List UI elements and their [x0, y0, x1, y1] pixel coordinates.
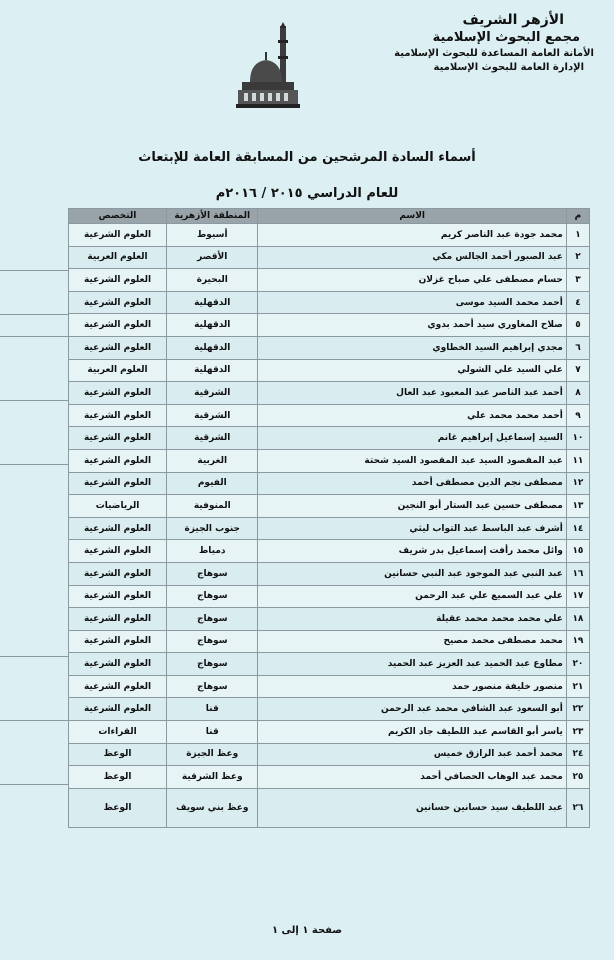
candidate-name: عبد المقصود السيد عبد المقصود السيد شحتة — [258, 449, 566, 472]
table-row — [69, 608, 590, 631]
azhar-region: سوهاج — [167, 630, 258, 653]
azhar-region: أسيوط — [167, 224, 258, 247]
table-row — [69, 224, 590, 247]
table-row — [69, 472, 590, 495]
candidate-name: أشرف عبد الباسط عبد التواب ليثي — [258, 517, 566, 540]
candidate-name: أحمد محمد محمد علي — [258, 404, 566, 427]
azhar-region: جنوب الجيزة — [167, 517, 258, 540]
azhar-region: الغربية — [167, 449, 258, 472]
table-row — [69, 404, 590, 427]
specialization: العلوم الشرعية — [69, 698, 167, 721]
specialization: العلوم الشرعية — [69, 382, 167, 405]
table-row — [69, 269, 590, 292]
specialization: العلوم الشرعية — [69, 540, 167, 563]
azhar-region: سوهاج — [167, 608, 258, 631]
azhar-region: الأقصر — [167, 246, 258, 269]
table-row — [69, 359, 590, 382]
specialization: العلوم الشرعية — [69, 449, 167, 472]
azhar-region: الشرقية — [167, 382, 258, 405]
row-number: ١٠ — [566, 427, 589, 450]
academic-year-title: للعام الدراسي ٢٠١٥ / ٢٠١٦م — [215, 186, 399, 201]
row-number: ٢٥ — [566, 766, 589, 789]
row-number: ٢١ — [566, 675, 589, 698]
header-line-academy: مجمع البحوث الإسلامية — [432, 30, 580, 45]
candidate-name: السيد إسماعيل إبراهيم غانم — [258, 427, 566, 450]
page-number: صفحة ١ إلى ١ — [271, 925, 343, 936]
azhar-region: الدقهلية — [167, 336, 258, 359]
azhar-region: وعظ بني سويف — [167, 788, 258, 827]
row-number: ٨ — [566, 382, 589, 405]
specialization: العلوم الشرعية — [69, 291, 167, 314]
row-number: ٢ — [566, 246, 589, 269]
header-line-secretariat: الأمانة العامة المساعدة للبحوث الإسلامية — [394, 48, 594, 59]
candidate-name: أحمد عبد الناصر عبد المعبود عبد العال — [258, 382, 566, 405]
row-number: ١٧ — [566, 585, 589, 608]
table-row — [69, 675, 590, 698]
candidate-name: مجدي إبراهيم السيد الخطاوي — [258, 336, 566, 359]
table-header-row — [69, 209, 590, 224]
azhar-region: المنوفية — [167, 495, 258, 518]
specialization: العلوم الشرعية — [69, 675, 167, 698]
specialization: العلوم الشرعية — [69, 336, 167, 359]
header-region: المنطقة الأزهرية — [167, 209, 258, 224]
header-specialization: التخصص — [69, 209, 167, 224]
row-number: ١٣ — [566, 495, 589, 518]
table-row — [69, 698, 590, 721]
azhar-region: الفيوم — [167, 472, 258, 495]
candidate-name: محمد مصطفى محمد مصيح — [258, 630, 566, 653]
specialization: العلوم الشرعية — [69, 224, 167, 247]
specialization: العلوم الشرعية — [69, 472, 167, 495]
row-number: ١٩ — [566, 630, 589, 653]
specialization: العلوم العربية — [69, 359, 167, 382]
candidate-name: محمد جودة عبد الناصر كريم — [258, 224, 566, 247]
table-row — [69, 517, 590, 540]
row-number: ٢٠ — [566, 653, 589, 676]
candidate-name: محمد أحمد عبد الرازق خميس — [258, 743, 566, 766]
row-number: ٢٢ — [566, 698, 589, 721]
specialization: العلوم الشرعية — [69, 404, 167, 427]
header-name: الاسم — [258, 209, 566, 224]
candidate-name: علي السيد علي الشولي — [258, 359, 566, 382]
candidate-name: مطاوع عبد الحميد عبد العزيز عبد الحميد — [258, 653, 566, 676]
specialization: العلوم الشرعية — [69, 427, 167, 450]
header-number: م — [566, 209, 589, 224]
azhar-region: سوهاج — [167, 585, 258, 608]
candidates-table — [68, 208, 590, 828]
table-row — [69, 540, 590, 563]
candidate-name: منصور خليفة منصور حمد — [258, 675, 566, 698]
table-row — [69, 766, 590, 789]
azhar-region: سوهاج — [167, 562, 258, 585]
azhar-region: سوهاج — [167, 653, 258, 676]
candidate-name: صلاح المغاوري سيد أحمد بدوي — [258, 314, 566, 337]
specialization: العلوم الشرعية — [69, 630, 167, 653]
candidate-name: وائل محمد رأفت إسماعيل بدر شريف — [258, 540, 566, 563]
azhar-region: الشرقية — [167, 427, 258, 450]
institution-header — [364, 12, 594, 73]
candidate-name: حسام مصطفى علي صباح غزلان — [258, 269, 566, 292]
specialization: العلوم الشرعية — [69, 562, 167, 585]
candidate-name: عبد اللطيف سيد حسانين حسانين — [258, 788, 566, 827]
azhar-region: سوهاج — [167, 675, 258, 698]
table-row — [69, 653, 590, 676]
row-number: ١٤ — [566, 517, 589, 540]
table-row — [69, 562, 590, 585]
azhar-region: دمياط — [167, 540, 258, 563]
candidate-name: مصطفى حسين عبد الستار أبو النجين — [258, 495, 566, 518]
table-row — [69, 314, 590, 337]
specialization: العلوم العربية — [69, 246, 167, 269]
mosque-logo-icon — [236, 22, 300, 112]
row-number: ٥ — [566, 314, 589, 337]
specialization: الوعظ — [69, 766, 167, 789]
specialization: الرياضيات — [69, 495, 167, 518]
specialization: الوعظ — [69, 743, 167, 766]
specialization: الوعظ — [69, 788, 167, 827]
azhar-region: قنا — [167, 698, 258, 721]
azhar-region: الدقهلية — [167, 314, 258, 337]
header-line-azhar: الأزهر الشريف — [462, 12, 564, 28]
row-number: ٩ — [566, 404, 589, 427]
row-number: ١٢ — [566, 472, 589, 495]
table-row — [69, 382, 590, 405]
table-row — [69, 246, 590, 269]
table-row — [69, 743, 590, 766]
specialization: العلوم الشرعية — [69, 269, 167, 292]
row-number: ١٨ — [566, 608, 589, 631]
specialization: العلوم الشرعية — [69, 314, 167, 337]
azhar-region: البحيرة — [167, 269, 258, 292]
azhar-region: الدقهلية — [167, 291, 258, 314]
table-row — [69, 721, 590, 744]
row-number: ٢٣ — [566, 721, 589, 744]
row-number: ١٥ — [566, 540, 589, 563]
table-row — [69, 449, 590, 472]
azhar-region: قنا — [167, 721, 258, 744]
table-row — [69, 788, 590, 827]
row-number: ٢٤ — [566, 743, 589, 766]
specialization: العلوم الشرعية — [69, 653, 167, 676]
row-number: ١١ — [566, 449, 589, 472]
specialization: القراءات — [69, 721, 167, 744]
table-row — [69, 495, 590, 518]
candidate-name: علي عبد السميع علي عبد الرحمن — [258, 585, 566, 608]
row-number: ٤ — [566, 291, 589, 314]
specialization: العلوم الشرعية — [69, 585, 167, 608]
document-title: أسماء السادة المرشحين من المسابقة العامة للإبتعاث — [138, 150, 476, 165]
table-row — [69, 585, 590, 608]
table-row — [69, 630, 590, 653]
header-line-administration: الإدارة العامة للبحوث الإسلامية — [433, 62, 584, 73]
candidate-name: مصطفى نجم الدين مصطفى أحمد — [258, 472, 566, 495]
azhar-region: الشرقية — [167, 404, 258, 427]
row-number: ٧ — [566, 359, 589, 382]
azhar-region: وعظ الجيزة — [167, 743, 258, 766]
row-number: ٣ — [566, 269, 589, 292]
table-row — [69, 336, 590, 359]
row-number: ١٦ — [566, 562, 589, 585]
candidate-name: عبد الصبور أحمد الجالس مكي — [258, 246, 566, 269]
table-row — [69, 291, 590, 314]
candidate-name: عبد النبي عبد الموجود عبد النبي حسانين — [258, 562, 566, 585]
candidate-name: محمد عبد الوهاب الحصافي أحمد — [258, 766, 566, 789]
row-number: ٢٦ — [566, 788, 589, 827]
azhar-region: وعظ الشرقية — [167, 766, 258, 789]
candidate-name: علي محمد محمد محمد عقيلة — [258, 608, 566, 631]
candidate-name: أحمد محمد السيد موسى — [258, 291, 566, 314]
specialization: العلوم الشرعية — [69, 608, 167, 631]
specialization: العلوم الشرعية — [69, 517, 167, 540]
row-number: ٦ — [566, 336, 589, 359]
table-row — [69, 427, 590, 450]
azhar-region: الدقهلية — [167, 359, 258, 382]
row-number: ١ — [566, 224, 589, 247]
candidate-name: أبو السعود عبد الشافي محمد عبد الرحمن — [258, 698, 566, 721]
candidate-name: ياسر أبو القاسم عبد اللطيف جاد الكريم — [258, 721, 566, 744]
